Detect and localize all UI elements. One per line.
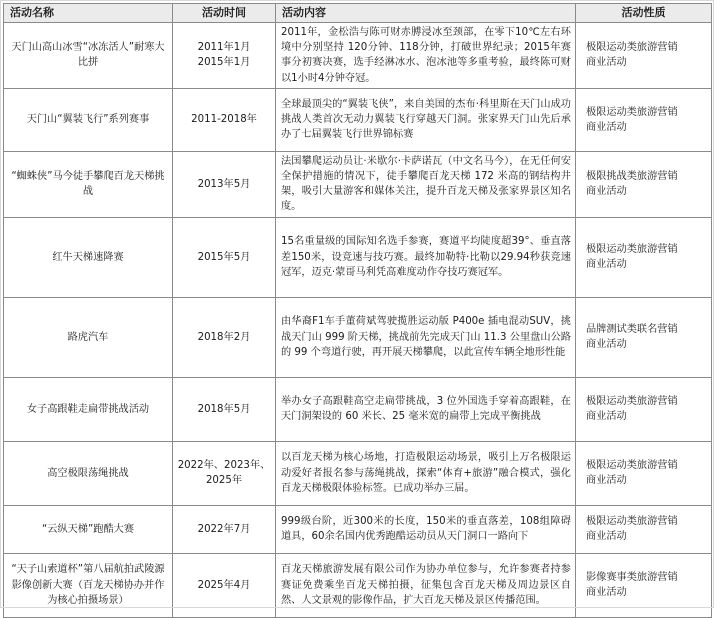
table-row bbox=[4, 23, 712, 89]
activity-content-cell: 法国攀爬运动员让·米歇尔·卡萨诺瓦（中文名马今），在无任何安全保护措施的情况下，徒手攀爬百龙天梯 172 米高的钢结构井架，吸引大量游客和媒体关注，提升百龙天梯及张家界景区知名度。 bbox=[276, 151, 576, 217]
activity-content-cell: 999级台阶，近300米的长度，150米的垂直落差，108组障碍道具，60余名国内优秀跑酷运动员从天门洞口一路向下 bbox=[276, 505, 576, 553]
table-row bbox=[4, 151, 712, 217]
activity-name-cell: 红牛天梯速降赛 bbox=[4, 217, 173, 297]
activity-content-cell: 15名重量级的国际知名选手参赛，赛道平均陡度超39°、垂直落差150米，设竞速与技巧赛。最终加勒特·比勒以29.94秒获竞速冠军，迈克·蒙哥马利凭高难度动作夺技巧赛冠军。 bbox=[276, 217, 576, 297]
table-row bbox=[4, 88, 712, 151]
table-row bbox=[4, 441, 712, 505]
header-activity-type: 活动性质 bbox=[576, 4, 712, 23]
activity-content-cell: 全球最顶尖的“翼装飞侠”，来自美国的杰布·科里斯在天门山成功挑战人类首次无动力翼装飞行穿越天门洞。张家界天门山先后承办了七届翼装飞行世界锦标赛 bbox=[276, 88, 576, 151]
activity-name-cell: 女子高跟鞋走扁带挑战活动 bbox=[4, 377, 173, 441]
activities-table bbox=[3, 3, 712, 618]
activity-content-cell: 2011年，金松浩与陈可财赤膊浸冰至颈部，在零下10℃左右环境中分别坚持 120分钟、118分钟，打破世界纪录；2015年赛事分初赛决赛，选手经淋冰水、泡冰池等多重考验，最终陈可财以1小时4分钟夺冠。 bbox=[276, 23, 576, 89]
activity-time-cell: 2015年5月 bbox=[173, 217, 276, 297]
header-activity-time: 活动时间 bbox=[173, 4, 276, 23]
table-row bbox=[4, 505, 712, 553]
activity-type-cell: 极限运动类旅游营销 商业活动 bbox=[576, 441, 712, 505]
activity-time-cell: 2011年1月 2015年1月 bbox=[173, 23, 276, 89]
activity-name-cell: “天子山索道杯”第八届航拍武陵源影像创新大赛（百龙天梯协办并作为核心拍摄场景） bbox=[4, 553, 173, 617]
activity-content-cell: 举办女子高跟鞋高空走扁带挑战，3 位外国选手穿着高跟鞋，在天门洞架设的 60 米长、25 毫米宽的扁带上完成平衡挑战 bbox=[276, 377, 576, 441]
activity-time-cell: 2013年5月 bbox=[173, 151, 276, 217]
activity-name-cell: 天门山高山冰雪“冰冻活人”耐寒大比拼 bbox=[4, 23, 173, 89]
activity-time-cell: 2018年5月 bbox=[173, 377, 276, 441]
table-row bbox=[4, 297, 712, 377]
activity-type-cell: 品牌测试类联名营销 商业活动 bbox=[576, 297, 712, 377]
activity-time-cell: 2018年2月 bbox=[173, 297, 276, 377]
activity-type-cell: 极限挑战类旅游营销 商业活动 bbox=[576, 151, 712, 217]
activity-type-cell: 极限运动类旅游营销 商业活动 bbox=[576, 217, 712, 297]
activity-time-cell: 2011-2018年 bbox=[173, 88, 276, 151]
activity-type-cell: 影像赛事类旅游营销 商业活动 bbox=[576, 553, 712, 617]
activity-name-cell: 高空极限荡绳挑战 bbox=[4, 441, 173, 505]
activity-time-cell: 2022年7月 bbox=[173, 505, 276, 553]
activity-content-cell: 百龙天梯旅游发展有限公司作为协办单位参与，允许参赛者持参赛证免费乘坐百龙天梯拍摄，征集包含百龙天梯及周边景区自然、人文景观的影像作品，扩大百龙天梯及景区传播范围。 bbox=[276, 553, 576, 617]
activity-type-cell: 极限运动类旅游营销 商业活动 bbox=[576, 505, 712, 553]
table-header-row bbox=[4, 4, 712, 23]
table-row bbox=[4, 217, 712, 297]
header-activity-content: 活动内容 bbox=[276, 4, 576, 23]
activity-name-cell: 天门山“翼装飞行”系列赛事 bbox=[4, 88, 173, 151]
activity-type-cell: 极限运动类旅游营销 商业活动 bbox=[576, 23, 712, 89]
activity-content-cell: 以百龙天梯为核心场地，打造极限运动场景，吸引上万名极限运动爱好者报名参与荡绳挑战，探索“体育+旅游”融合模式，强化百龙天梯极限体验标签。已成功举办三届。 bbox=[276, 441, 576, 505]
document-page bbox=[3, 3, 711, 606]
header-activity-name: 活动名称 bbox=[4, 4, 173, 23]
activity-name-cell: “蜘蛛侠”马今徒手攀爬百龙天梯挑战 bbox=[4, 151, 173, 217]
activity-content-cell: 由华裔F1车手董荷斌驾驶揽胜运动版 P400e 插电混动SUV，挑战天门山 999 阶天梯，挑战前先完成天门山 11.3 公里盘山公路的 99 个弯道行驶，再开展天梯攀爬，以此宣传车辆全地形性能 bbox=[276, 297, 576, 377]
activity-name-cell: 路虎汽车 bbox=[4, 297, 173, 377]
table-row bbox=[4, 377, 712, 441]
activity-type-cell: 极限运动类旅游营销 商业活动 bbox=[576, 88, 712, 151]
activity-time-cell: 2022年、2023年、2025年 bbox=[173, 441, 276, 505]
activity-type-cell: 极限运动类旅游营销 商业活动 bbox=[576, 377, 712, 441]
activity-time-cell: 2025年4月 bbox=[173, 553, 276, 617]
activity-name-cell: “云纵天梯”跑酷大赛 bbox=[4, 505, 173, 553]
